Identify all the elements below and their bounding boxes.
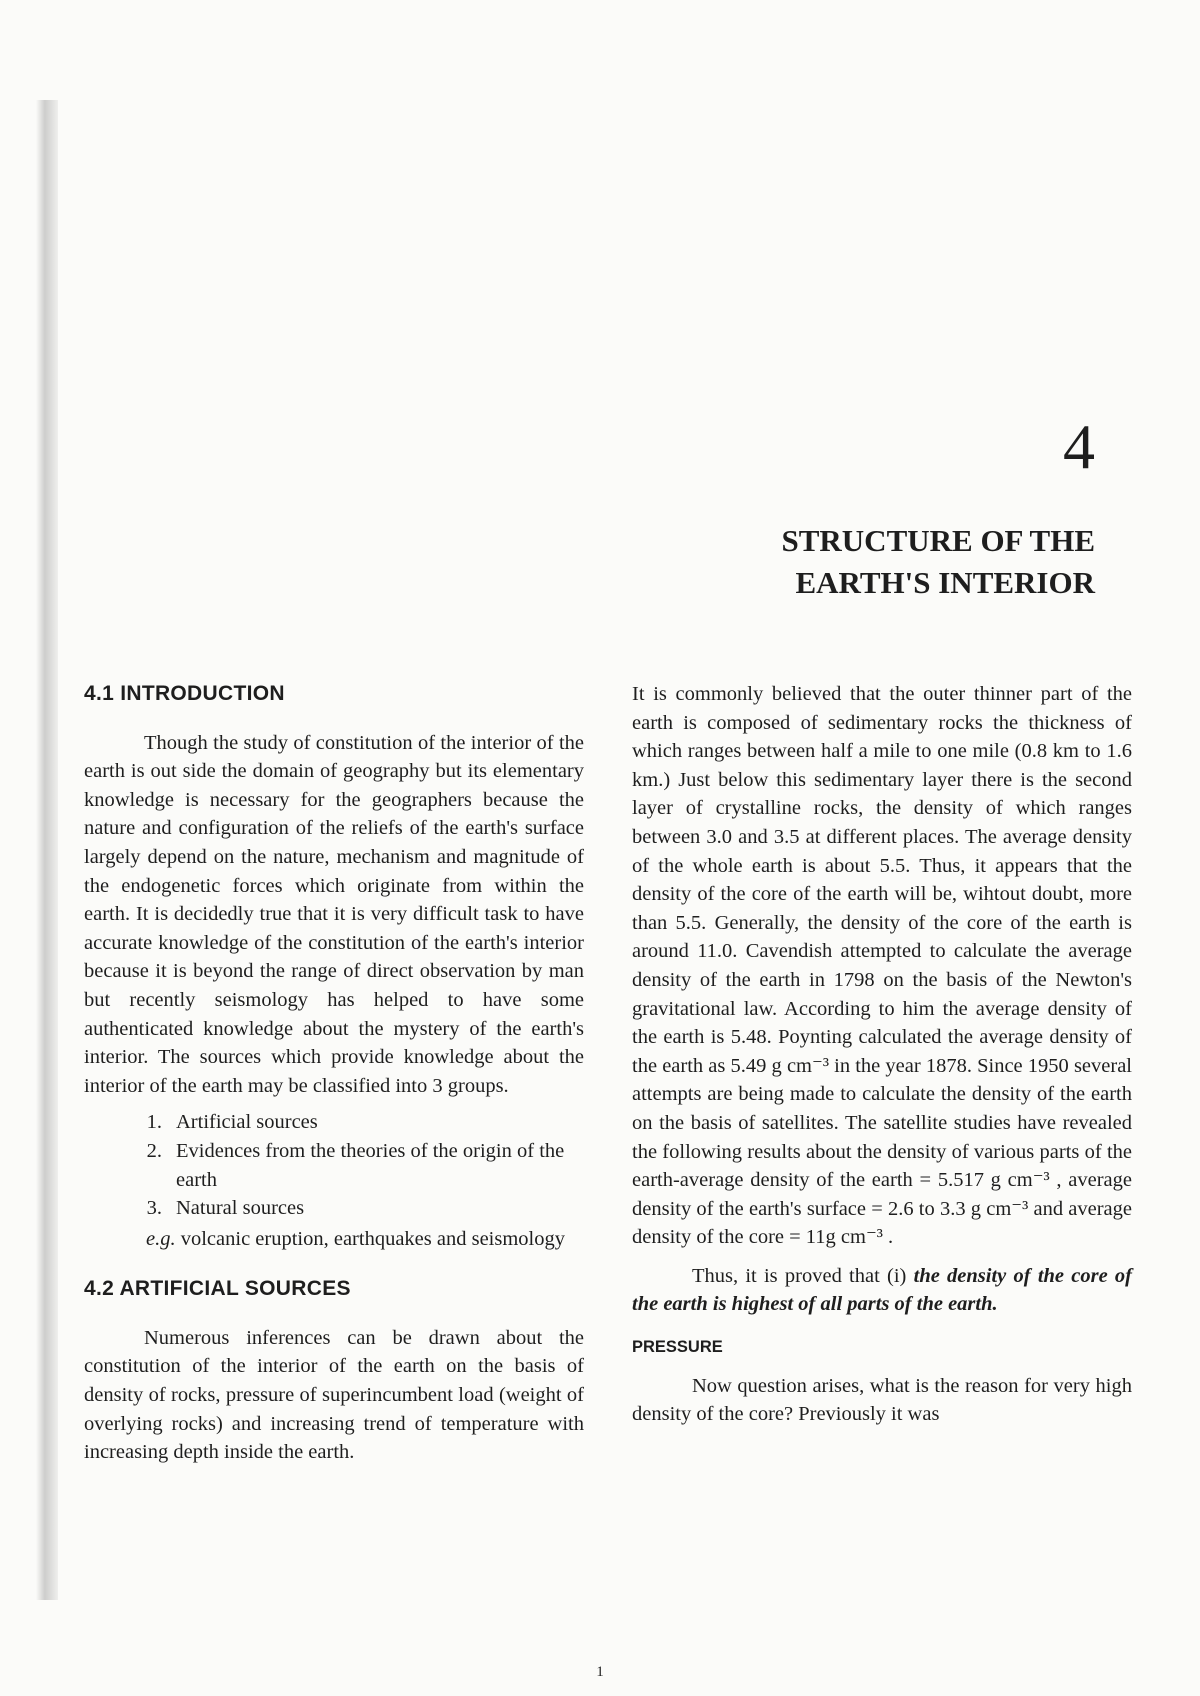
density-paragraph: It is commonly believed that the outer thinner part of the earth is composed of sedimentary rocks the thickness of which ranges between half a mile to one mile (0.8 km to 1.6 km.) Just below this sedimentary layer there is the second layer of crystalline rocks, the density of which ranges between 3.0 and 3.5 at different places. The average density of the whole earth is about 5.5. Thus, it appears that the density of the core of the earth will be, wihtout doubt, more than 5.5. Generally, the density of the core of the earth is around 11.0. Cavendish attempted to calculate the average density of the earth in 1798 on the basis of the Newton's gravitational law. According to him the average density of the earth is 5.48. Poynting calculated the average density of the earth as 5.49 g cm⁻³ in the year 1878. Since 1950 several attempts are being made to calculate the density of the earth on the basis of satellites. The satellite studies have revealed the following results about the density of various parts of the earth-average density of the earth = 5.517 g cm⁻³ , average density of the earth's surface = 2.6 to 3.3 g cm⁻³ and average density of the core = 11g cm⁻³ . [632, 683, 1132, 1249]
list-item-text: Artificial sources [176, 1111, 318, 1134]
artificial-sources-paragraph: Numerous inferences can be drawn about the constitution of the interior of the earth on the basis of density of rocks, pressure of superincumbent load (weight of overlying rocks) and increasing trend of temperature with increasing depth inside the earth. [84, 1326, 584, 1464]
section-heading-artificial-sources: 4.2 ARTIFICIAL SOURCES [84, 1277, 351, 1301]
example-text [84, 1225, 584, 1254]
right-column [632, 680, 1132, 1429]
list-item [84, 1108, 584, 1137]
subheading-pressure: PRESSURE [632, 1338, 723, 1357]
conclusion-prefix: Thus, it is proved that (i) [692, 1264, 914, 1287]
chapter-number: 4 [1063, 411, 1095, 482]
list-item-text: Evidences from the theories of the origin of the earth [176, 1139, 565, 1191]
binding-shadow [36, 100, 58, 1600]
left-column [84, 680, 584, 1467]
chapter-title-line-1: STRUCTURE OF THE [781, 523, 1095, 558]
chapter-title-line-2: EARTH'S INTERIOR [795, 565, 1095, 600]
list-item-number: 2. [146, 1139, 162, 1162]
list-item-number: 3. [146, 1197, 162, 1220]
conclusion-paragraph [632, 1262, 1132, 1319]
section-heading-introduction: 4.1 INTRODUCTION [84, 682, 285, 705]
chapter-title [781, 520, 1095, 604]
sources-list [84, 1108, 584, 1222]
example-body: volcanic eruption, earthquakes and seismology [175, 1227, 565, 1250]
list-item-number: 1. [146, 1111, 162, 1134]
list-item [84, 1137, 584, 1194]
pressure-paragraph: Now question arises, what is the reason for very high density of the core? Previously it was [632, 1374, 1132, 1426]
introduction-paragraph: Though the study of constitution of the interior of the earth is out side the domain of geography but its elementary knowledge is necessary for the geographers because the nature and configuration of the reliefs of the earth's surface largely depend on the nature, mechanism and magnitude of the endogenetic forces which originate from within the earth. It is decidedly true that it is very difficult task to have accurate knowledge of the constitution of the earth's interior because it is beyond the range of direct observation by man but recently seismology has helped to have some authenticated knowledge about the mystery of the earth's interior. The sources which provide knowledge about the interior of the earth may be classified into 3 groups. [84, 731, 584, 1097]
example-prefix: e.g. [146, 1227, 176, 1250]
list-item-text: Natural sources [176, 1197, 305, 1220]
conclusion-emphasis: the density of the core of the earth is highest of all parts of the earth. [632, 1264, 1132, 1316]
list-item [84, 1194, 584, 1223]
page-number: 1 [596, 1664, 604, 1680]
